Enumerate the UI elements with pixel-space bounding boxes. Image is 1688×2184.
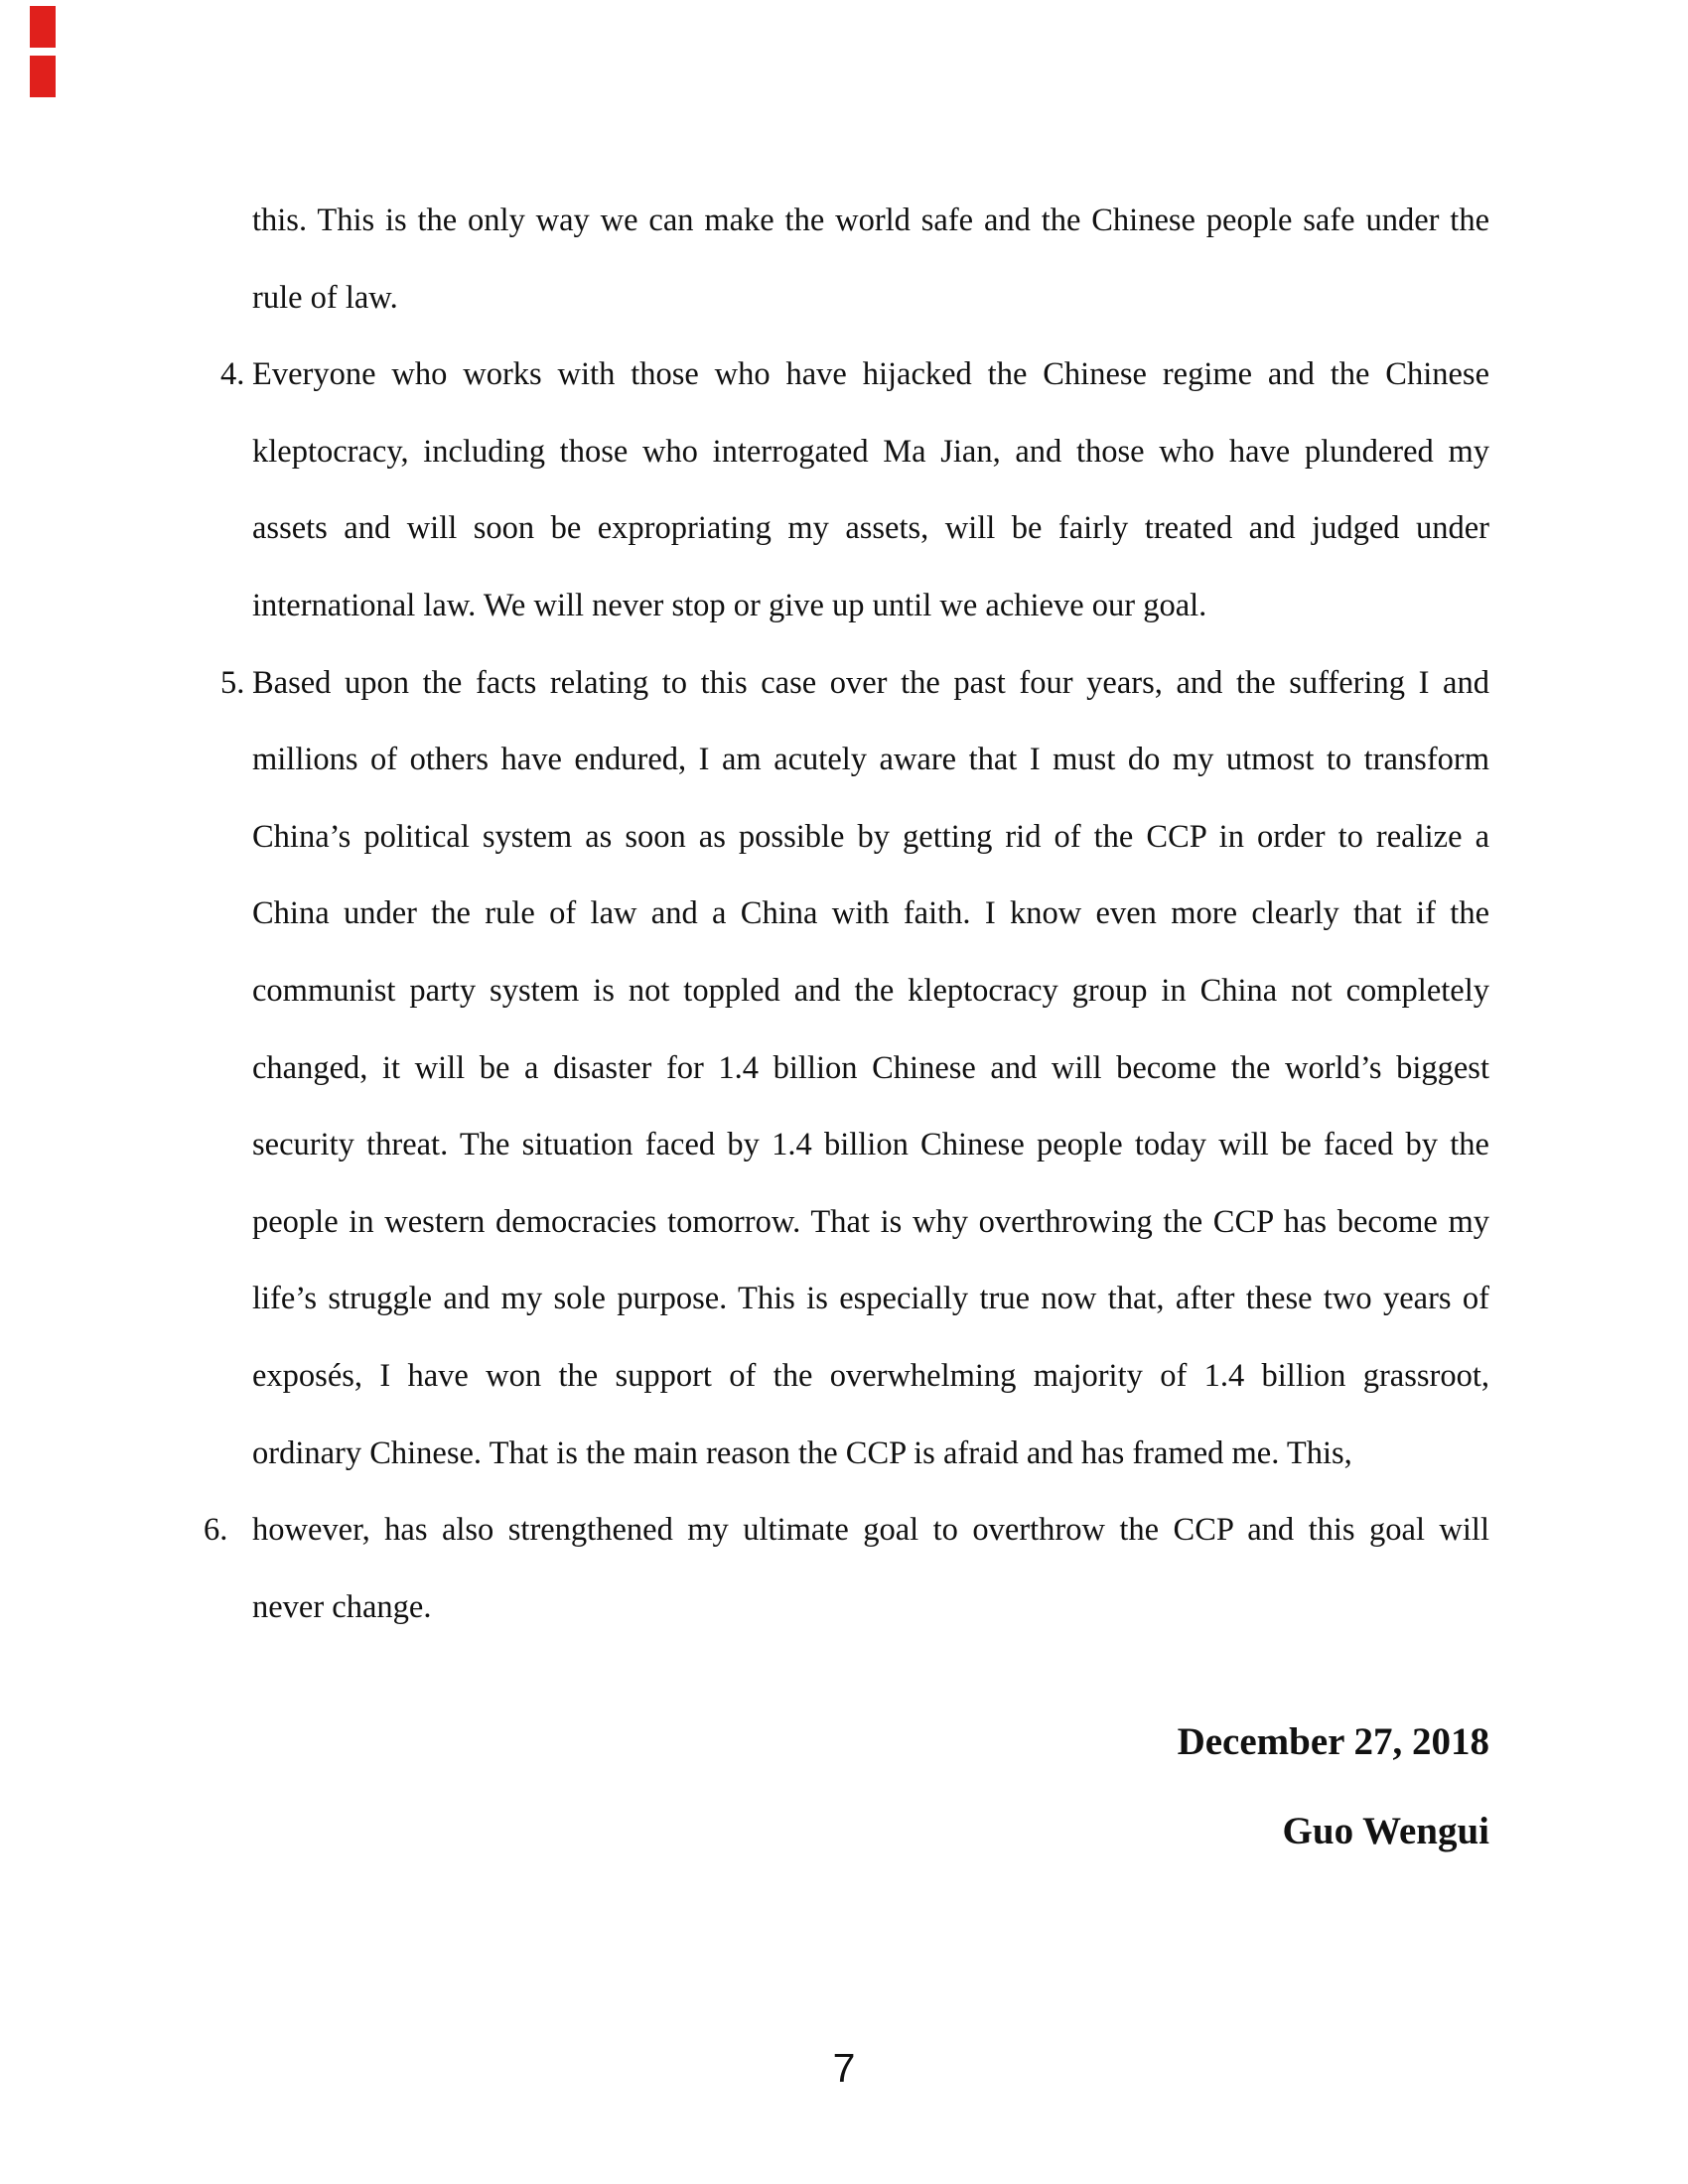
list-number: 6. [204, 1512, 228, 1549]
list-number: 4. [220, 356, 245, 393]
text-line: this. This is the only way we can make the world safe and the Chinese people safe under the [252, 203, 1489, 238]
text-line: life’s struggle and my sole purpose. This is especially true now that, after these two years of [252, 1281, 1489, 1317]
paragraph-item-6 [204, 1492, 1489, 1646]
text-line: however, has also strengthened my ultimate goal to overthrow the CCP and this goal will [252, 1512, 1489, 1549]
text-line: kleptocracy, including those who interrogated Ma Jian, and those who have plundered my [252, 433, 1489, 470]
text-line: Everyone who works with those who have hijacked the Chinese regime and the Chinese [252, 356, 1489, 393]
text-line: assets and will soon be expropriating my assets, will be fairly treated and judged under [252, 510, 1489, 547]
red-scan-artifact [30, 56, 56, 97]
text-line: rule of law. [252, 279, 398, 316]
text-line: security threat. The situation faced by 1.4 billion Chinese people today will be faced by the [252, 1127, 1489, 1163]
red-scan-artifact [30, 6, 56, 48]
page-number: 7 [832, 2045, 856, 2091]
text-line: Based upon the facts relating to this case over the past four years, and the suffering I and [252, 664, 1489, 701]
text-line: exposés, I have won the support of the overwhelming majority of 1.4 billion grassroot, [252, 1357, 1489, 1394]
text-line: never change. [252, 1588, 432, 1625]
closing-date: December 27, 2018 [1177, 1720, 1489, 1763]
signature-name: Guo Wengui [1282, 1810, 1489, 1852]
text-line: people in western democracies tomorrow. That is why overthrowing the CCP has become my [252, 1203, 1489, 1240]
text-line: millions of others have endured, I am acutely aware that I must do my utmost to transform [252, 742, 1489, 778]
body-text [204, 183, 1489, 1646]
text-line: communist party system is not toppled and the kleptocracy group in China not completely [252, 972, 1489, 1009]
text-line: international law. We will never stop or give up until we achieve our goal. [252, 587, 1207, 623]
text-line: China’s political system as soon as possible by getting rid of the CCP in order to realize a [252, 818, 1489, 855]
paragraph-item-5 [220, 645, 1489, 1493]
text-line: changed, it will be a disaster for 1.4 billion Chinese and will become the world’s biggest [252, 1049, 1489, 1086]
text-line: ordinary Chinese. That is the main reason the CCP is afraid and has framed me. This, [252, 1434, 1352, 1471]
paragraph-item-4 [220, 337, 1489, 644]
list-number: 5. [220, 664, 245, 701]
paragraph-continuation [252, 183, 1489, 337]
text-line: China under the rule of law and a China with faith. I know even more clearly that if the [252, 895, 1489, 932]
closing-block [1178, 1698, 1489, 1876]
